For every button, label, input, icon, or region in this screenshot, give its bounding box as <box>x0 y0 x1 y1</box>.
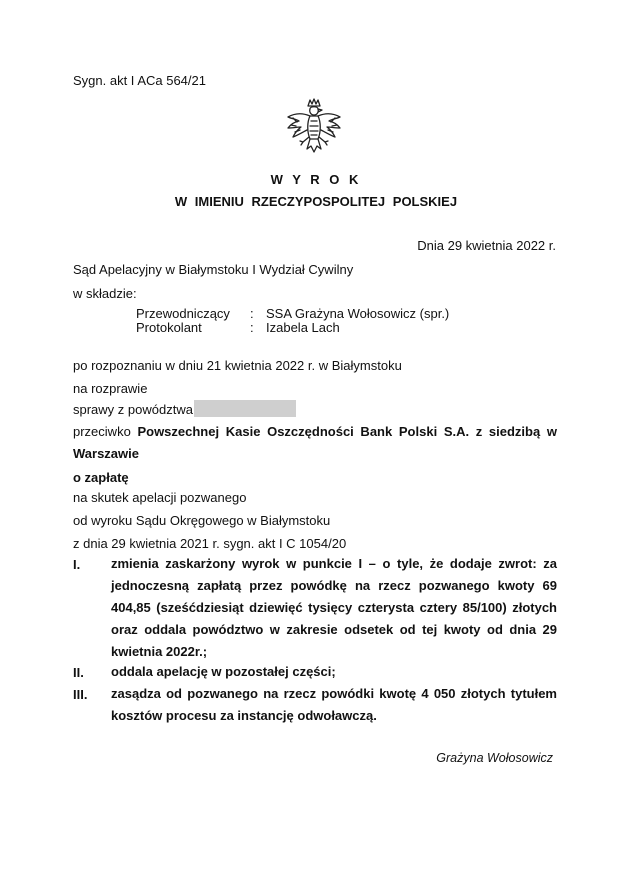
ruling-number: III. <box>73 687 88 702</box>
role-separator: : <box>250 320 254 335</box>
redacted-plaintiff-name <box>194 400 296 417</box>
hearing-type: na rozprawie <box>73 381 148 396</box>
lower-court-date: z dnia 29 kwietnia 2021 r. sygn. akt I C 1054/20 <box>73 536 347 551</box>
judgment-date: Dnia 29 kwietnia 2022 r. <box>417 238 556 253</box>
composition-label: w składzie: <box>73 286 137 301</box>
role-label-clerk: Protokolant <box>136 320 202 335</box>
court-clerk: Izabela Lach <box>266 320 340 335</box>
plaintiff-line <box>73 400 296 417</box>
defendant-prefix: przeciwko <box>73 424 131 439</box>
judgment-subtitle: W IMIENIU RZECZYPOSPOLITEJ POLSKIEJ <box>174 194 458 209</box>
ruling-number: II. <box>73 665 84 680</box>
role-separator: : <box>250 306 254 321</box>
ruling-number: I. <box>73 557 81 572</box>
presiding-judge: SSA Grażyna Wołosowicz (spr.) <box>266 306 450 321</box>
defendant-seat: Warszawie <box>73 446 139 461</box>
plaintiff-label: sprawy z powództwa <box>73 402 193 417</box>
judgment-title: W Y R O K <box>270 172 362 187</box>
ruling-text: zasądza od pozwanego na rzecz powódki kwotę 4 050 złotych tytułem kosztów procesu za instancję odwoławczą. <box>111 686 557 723</box>
ruling-text: zmienia zaskarżony wyrok w punkcie I – o tyle, że dodaje zwrot: za jednoczesną zapłatą przez powódkę na rzecz pozwanego kwoty 69 404,85 (sześćdziesiąt dziewięć tysięcy czterysta cztery 85/100) złotych oraz oddala powództwo w zakresie odsetek od tej kwoty od dnia 29 kwietnia 2022r.; <box>111 556 557 659</box>
defendant-name: Powszechnej Kasie Oszczędności Bank Polski S.A. z siedzibą w <box>137 424 557 439</box>
ruling-text: oddala apelację w pozostałej części; <box>111 664 336 679</box>
claim-subject: o zapłatę <box>73 470 129 485</box>
judge-signature: Grażyna Wołosowicz <box>436 751 553 765</box>
defendant-line <box>73 424 557 439</box>
role-label-presiding: Przewodniczący <box>136 306 230 321</box>
court-name: Sąd Apelacyjny w Białymstoku I Wydział Cywilny <box>73 262 354 277</box>
hearing-line: po rozpoznaniu w dniu 21 kwietnia 2022 r. w Białymstoku <box>73 358 402 373</box>
lower-court-line: od wyroku Sądu Okręgowego w Białymstoku <box>73 513 331 528</box>
appeal-line: na skutek apelacji pozwanego <box>73 490 247 505</box>
polish-eagle-emblem-icon <box>285 97 343 161</box>
case-signature: Sygn. akt I ACa 564/21 <box>73 73 206 88</box>
